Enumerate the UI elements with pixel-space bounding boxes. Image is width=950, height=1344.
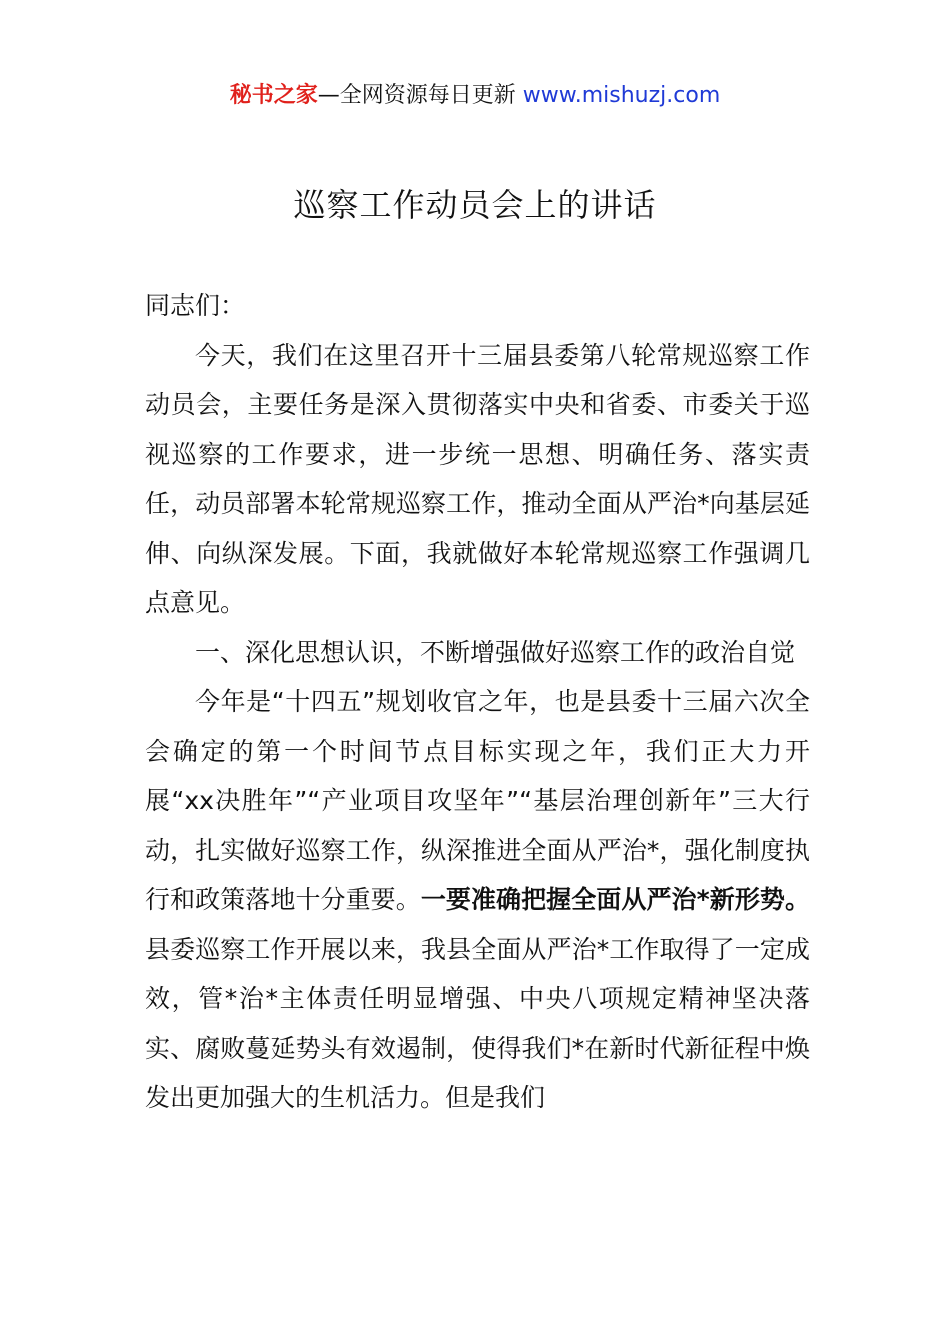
document-body <box>145 281 810 1123</box>
site-header <box>0 80 950 112</box>
paragraph-section-1-start: 今年是“十四五”规划收官之年，也是县委十三届六次全会确定的第一个时间节点目标实现之年，我们正大力开展“xx决胜年”“产业项目攻坚年”“基层治理创新年”三大行动，扎实做好巡察工作，纵深推进全面从严治*，强化制度执行和政策落地十分重要。 <box>145 687 810 914</box>
brand-name: 秘书之家 <box>229 83 318 108</box>
section-heading-1: 一、深化思想认识，不断增强做好巡察工作的政治自觉 <box>195 637 796 667</box>
header-tagline: —全网资源每日更新 <box>317 83 523 108</box>
paragraph-section-1 <box>145 677 810 1123</box>
paragraph-section-1-rest: 县委巡察工作开展以来，我县全面从严治*工作取得了一定成效，管*治*主体责任明显增强、中央八项规定精神坚决落实、腐败蔓延势头有效遏制，使得我们*在新时代新征程中焕发出更加强大的生机活力。但是我们 <box>145 934 810 1112</box>
paragraph-intro: 今天，我们在这里召开十三届县委第八轮常规巡察工作动员会，主要任务是深入贯彻落实中央和省委、市委关于巡视巡察的工作要求，进一步统一思想、明确任务、落实责任，动员部署本轮常规巡察工作，推动全面从严治*向基层延伸、向纵深发展。下面，我就做好本轮常规巡察工作强调几点意见。 <box>145 340 810 617</box>
document-title: 巡察工作动员会上的讲话 <box>293 186 657 224</box>
site-url[interactable]: www.mishuzj.com <box>522 83 721 108</box>
paragraph-section-1-bold: 一要准确把握全面从严治*新形势。 <box>420 885 810 914</box>
salutation: 同志们： <box>145 291 246 320</box>
